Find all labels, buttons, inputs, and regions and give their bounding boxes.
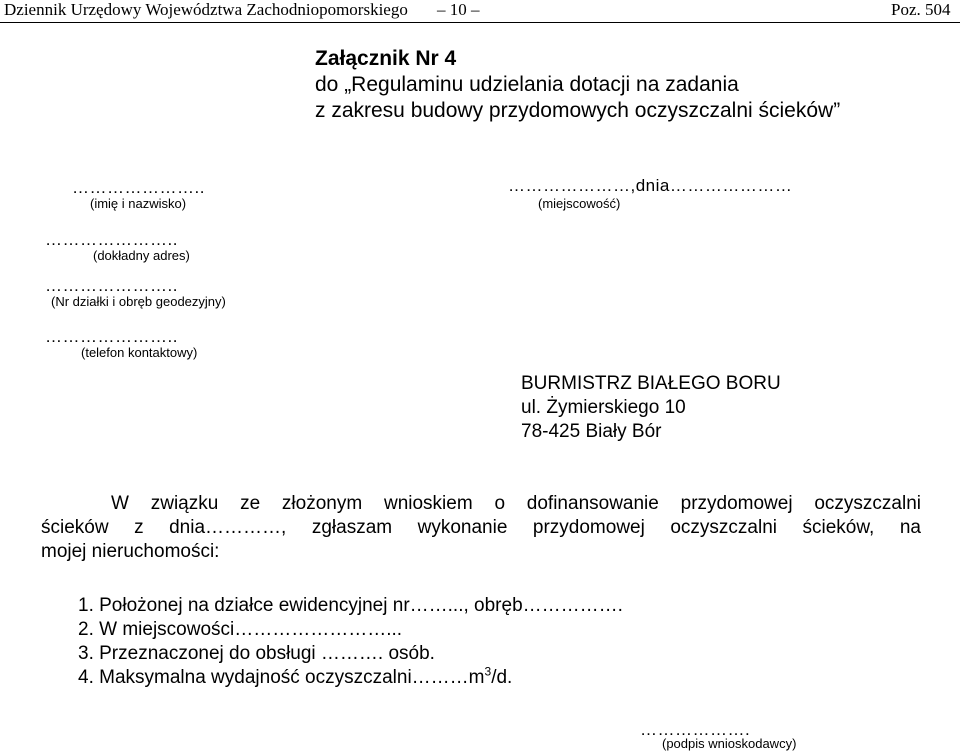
regulation-line: do „Regulaminu udzielania dotacji na zadania (315, 73, 739, 96)
recipient-address (521, 372, 781, 444)
signature-dots: ………………. (640, 720, 751, 739)
place-date-dots: …………………,dnia………………… (508, 176, 793, 195)
regulation-scope-line: z zakresu budowy przydomowych oczyszczalni ścieków” (315, 99, 841, 122)
signature-label: (podpis wnioskodawcy) (662, 736, 797, 751)
page-number: – 10 – (437, 0, 480, 19)
body-line-2: ścieków z dnia…………, zgłaszam wykonanie przydomowej oczyszczalni ścieków, na (41, 517, 921, 538)
attachment-title (315, 46, 840, 124)
attachment-number: Załącznik Nr 4 (315, 47, 457, 70)
list-item (78, 666, 623, 690)
details-list (78, 594, 623, 690)
plot-label: (Nr działki i obręb geodezyjny) (51, 294, 226, 309)
body-line-1: W związku ze złożonym wnioskiem o dofinansowanie przydomowej oczyszczalni (111, 493, 921, 514)
body-paragraph (41, 492, 921, 564)
recipient-name: BURMISTRZ BIAŁEGO BORU (521, 373, 781, 394)
list-item: 2. W miejscowości……………………... (78, 619, 403, 640)
address-dots: ………………….. (45, 230, 178, 249)
item4-text: 4. Maksymalna wydajność oczyszczalni………m (78, 667, 485, 688)
recipient-street: ul. Żymierskiego 10 (521, 397, 686, 418)
position-number: Poz. 504 (891, 0, 951, 19)
name-dots: ………………….. (72, 178, 205, 197)
unit-exponent: 3 (484, 664, 492, 679)
item4-unit-tail: /d. (491, 667, 513, 688)
recipient-city: 78-425 Biały Bór (521, 421, 662, 442)
list-item: 1. Położonej na działce ewidencyjnej nr……..., obręb……………. (78, 595, 623, 616)
journal-name: Dziennik Urzędowy Województwa Zachodniopomorskiego (4, 0, 408, 19)
plot-dots: ………………….. (45, 276, 178, 295)
name-label: (imię i nazwisko) (90, 196, 187, 211)
place-label: (miejscowość) (538, 196, 621, 211)
page-header (0, 0, 960, 23)
address-label: (dokładny adres) (93, 248, 190, 263)
phone-label: (telefon kontaktowy) (81, 345, 198, 360)
phone-dots: ………………….. (45, 327, 178, 346)
list-item: 3. Przeznaczonej do obsługi ………. osób. (78, 643, 435, 664)
body-line-3: mojej nieruchomości: (41, 541, 220, 562)
